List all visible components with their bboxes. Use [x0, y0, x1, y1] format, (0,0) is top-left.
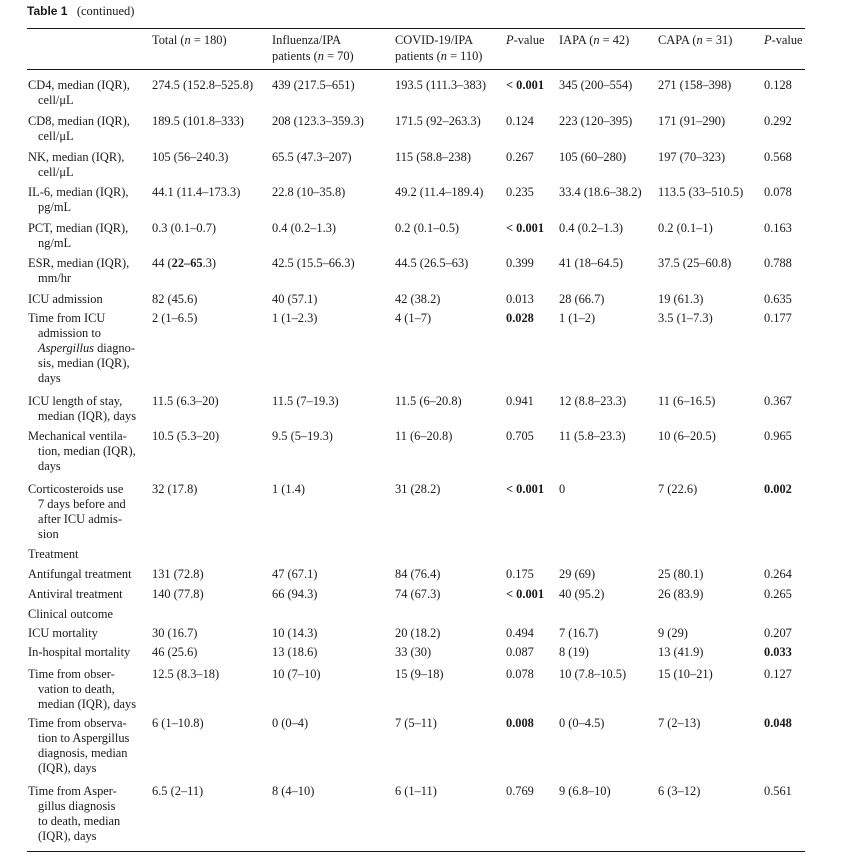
table-cell: 105 (60–280) — [559, 150, 627, 164]
table-cell: 0.788 — [764, 256, 792, 270]
table-cell: 0.3 (0.1–0.7) — [152, 221, 217, 235]
table-cell: 113.5 (33–510.5) — [658, 185, 744, 199]
table-cell: 11 (6–16.5) — [658, 394, 716, 408]
table-cell: 0.127 — [764, 667, 792, 681]
table-cell: 274.5 (152.8–525.8) — [152, 78, 254, 92]
table-cell: 12 (8.8–23.3) — [559, 394, 627, 408]
table-cell: 7 (16.7) — [559, 626, 599, 640]
column-header: P-value — [764, 33, 803, 47]
table-cell: 0.087 — [506, 645, 534, 659]
row-label: ESR, median (IQR), mm/hr — [28, 256, 130, 285]
table-cell: 42.5 (15.5–66.3) — [272, 256, 355, 270]
column-header: Total (n = 180) — [152, 33, 227, 47]
table-cell: 0.177 — [764, 311, 792, 325]
table-cell: 12.5 (8.3–18) — [152, 667, 220, 681]
row-label: NK, median (IQR), cell/μL — [28, 150, 125, 179]
table-cell: 46 (25.6) — [152, 645, 198, 659]
table-cell: 0.078 — [764, 185, 792, 199]
table-cell: 9 (6.8–10) — [559, 784, 611, 798]
table-cell: 0.078 — [506, 667, 534, 681]
table-cell: 6 (3–12) — [658, 784, 701, 798]
table-cell: 0.128 — [764, 78, 792, 92]
table-cell: 41 (18–64.5) — [559, 256, 624, 270]
table-cell: 32 (17.8) — [152, 482, 198, 496]
table-cell: 13 (18.6) — [272, 645, 318, 659]
row-label: ICU mortality — [28, 626, 98, 640]
table-cell: 11.5 (6–20.8) — [395, 394, 462, 408]
table-cell: 0.769 — [506, 784, 534, 798]
table-cell: 345 (200–554) — [559, 78, 633, 92]
table-cell: 37.5 (25–60.8) — [658, 256, 732, 270]
table-cell: 2 (1–6.5) — [152, 311, 198, 325]
table-caption — [27, 4, 134, 19]
table-cell: 4 (1–7) — [395, 311, 432, 325]
table-cell: 0 (0–4.5) — [559, 716, 605, 730]
table-cell: 82 (45.6) — [152, 292, 198, 306]
table-cell: 42 (38.2) — [395, 292, 441, 306]
table-cell: 1 (1.4) — [272, 482, 306, 496]
table-cell: 66 (94.3) — [272, 587, 318, 601]
table-cell: 6 (1–10.8) — [152, 716, 204, 730]
table-cell: 0.207 — [764, 626, 792, 640]
column-header: CAPA (n = 31) — [658, 33, 733, 47]
table-cell: 10 (7.8–10.5) — [559, 667, 627, 681]
table-cell: 20 (18.2) — [395, 626, 441, 640]
table-cell: 115 (58.8–238) — [395, 150, 471, 164]
table-cell: 6 (1–11) — [395, 784, 437, 798]
table-cell: 1 (1–2.3) — [272, 311, 318, 325]
table-cell: 0 (0–4) — [272, 716, 309, 730]
table-cell: 0.267 — [506, 150, 534, 164]
table-cell: 49.2 (11.4–189.4) — [395, 185, 484, 199]
table-cell: 171.5 (92–263.3) — [395, 114, 481, 128]
row-label: PCT, median (IQR), ng/mL — [28, 221, 129, 250]
table-cell: 0.965 — [764, 429, 792, 443]
row-label: Mechanical ventila- tion, median (IQR), days — [28, 429, 136, 473]
table-cell: 11 (6–20.8) — [395, 429, 453, 443]
table-cell: 28 (66.7) — [559, 292, 605, 306]
row-label: Corticosteroids use 7 days before and after ICU admis- sion — [28, 482, 126, 541]
table-cell: 25 (80.1) — [658, 567, 704, 581]
table-cell: 10 (7–10) — [272, 667, 321, 681]
table-cell: 0.235 — [506, 185, 534, 199]
bottom-rule — [27, 851, 805, 852]
table-cell: 0.941 — [506, 394, 534, 408]
table-cell: 1 (1–2) — [559, 311, 596, 325]
table-cell: 44 (22–65.3) — [152, 256, 217, 270]
column-header: COVID-19/IPA patients (n = 110) — [395, 33, 483, 63]
table-cell: 105 (56–240.3) — [152, 150, 229, 164]
row-label: Antiviral treatment — [28, 587, 123, 601]
table-cell: 40 (57.1) — [272, 292, 318, 306]
table-cell: 0.292 — [764, 114, 792, 128]
table-cell: 197 (70–323) — [658, 150, 726, 164]
table-cell: 0.265 — [764, 587, 792, 601]
table-cell: 10.5 (5.3–20) — [152, 429, 220, 443]
row-label: Time from obser- vation to death, median (IQR), days — [28, 667, 137, 711]
table-cell: 0.399 — [506, 256, 534, 270]
table-cell: 6.5 (2–11) — [152, 784, 204, 798]
column-header: Influenza/IPA patients (n = 70) — [272, 33, 354, 63]
table-cell: 0.013 — [506, 292, 534, 306]
column-header: IAPA (n = 42) — [559, 33, 630, 47]
table-cell: 13 (41.9) — [658, 645, 704, 659]
table-cell: 0.002 — [764, 482, 792, 496]
row-label: ICU admission — [28, 292, 103, 306]
table-cell: 74 (67.3) — [395, 587, 441, 601]
table-cell: 0.2 (0.1–1) — [658, 221, 713, 235]
table-cell: 22.8 (10–35.8) — [272, 185, 346, 199]
row-label: CD8, median (IQR), cell/μL — [28, 114, 130, 143]
table-cell: 0.561 — [764, 784, 792, 798]
table-cell: 271 (158–398) — [658, 78, 732, 92]
row-label: CD4, median (IQR), cell/μL — [28, 78, 130, 107]
row-label: In-hospital mortality — [28, 645, 131, 659]
table-cell: 439 (217.5–651) — [272, 78, 355, 92]
table-cell: 40 (95.2) — [559, 587, 605, 601]
table-continued: (continued) — [76, 4, 135, 18]
table-cell: 19 (61.3) — [658, 292, 704, 306]
table-cell: 0.008 — [506, 716, 534, 730]
table-cell: 10 (14.3) — [272, 626, 318, 640]
table-cell: 208 (123.3–359.3) — [272, 114, 364, 128]
table-cell: 0.124 — [506, 114, 534, 128]
table-cell: 0.2 (0.1–0.5) — [395, 221, 460, 235]
row-label: Time from observa- tion to Aspergillus diagnosis, median (IQR), days — [28, 716, 130, 775]
table-cell: 140 (77.8) — [152, 587, 204, 601]
column-header: P-value — [506, 33, 545, 47]
table-cell: < 0.001 — [506, 221, 545, 235]
table-cell: 15 (10–21) — [658, 667, 713, 681]
table-cell: 0.028 — [506, 311, 534, 325]
table-cell: 0.705 — [506, 429, 534, 443]
top-rule — [27, 28, 805, 29]
header-rule — [27, 69, 805, 70]
table-cell: 0.264 — [764, 567, 792, 581]
table-cell: 8 (4–10) — [272, 784, 315, 798]
row-label: Time from Asper- gillus diagnosis to death, median (IQR), days — [28, 784, 121, 843]
table-cell: 26 (83.9) — [658, 587, 704, 601]
table-cell: < 0.001 — [506, 482, 545, 496]
table-cell: 47 (67.1) — [272, 567, 318, 581]
row-label: ICU length of stay, median (IQR), days — [28, 394, 137, 423]
table-cell: 30 (16.7) — [152, 626, 198, 640]
table-cell: 65.5 (47.3–207) — [272, 150, 352, 164]
table-cell: 33 (30) — [395, 645, 432, 659]
table-cell: 193.5 (111.3–383) — [395, 78, 486, 92]
table-cell: 84 (76.4) — [395, 567, 441, 581]
table-cell: 31 (28.2) — [395, 482, 441, 496]
table-cell: 0.494 — [506, 626, 534, 640]
table-cell: 9.5 (5–19.3) — [272, 429, 333, 443]
table-cell: 3.5 (1–7.3) — [658, 311, 713, 325]
table-cell: 0.048 — [764, 716, 792, 730]
table-cell: 0.175 — [506, 567, 534, 581]
row-label: Antifungal treatment — [28, 567, 132, 581]
table-cell: 9 (29) — [658, 626, 688, 640]
table-cell: 0.033 — [764, 645, 792, 659]
table-cell: < 0.001 — [506, 78, 545, 92]
row-label: Treatment — [28, 547, 79, 561]
table-cell: 44.1 (11.4–173.3) — [152, 185, 241, 199]
table-cell: < 0.001 — [506, 587, 545, 601]
table-cell: 7 (5–11) — [395, 716, 437, 730]
table-cell: 0.367 — [764, 394, 792, 408]
table-cell: 223 (120–395) — [559, 114, 633, 128]
table-cell: 11.5 (6.3–20) — [152, 394, 219, 408]
table-cell: 8 (19) — [559, 645, 589, 659]
row-label: Time from ICU admission to Aspergillus diagno- sis, median (IQR), days — [28, 311, 135, 385]
table-cell: 0.4 (0.2–1.3) — [272, 221, 337, 235]
table-cell: 11 (5.8–23.3) — [559, 429, 626, 443]
table-cell: 0.163 — [764, 221, 792, 235]
table-cell: 29 (69) — [559, 567, 596, 581]
table-cell: 11.5 (7–19.3) — [272, 394, 339, 408]
table-cell: 0.635 — [764, 292, 792, 306]
table-cell: 7 (2–13) — [658, 716, 701, 730]
table-cell: 131 (72.8) — [152, 567, 204, 581]
table-cell: 7 (22.6) — [658, 482, 698, 496]
table-cell: 0.4 (0.2–1.3) — [559, 221, 624, 235]
table-cell: 0 — [559, 482, 566, 496]
table-cell: 189.5 (101.8–333) — [152, 114, 244, 128]
table-label: Table 1 — [27, 4, 68, 18]
table-cell: 44.5 (26.5–63) — [395, 256, 469, 270]
row-label: IL-6, median (IQR), pg/mL — [28, 185, 129, 214]
table-cell: 10 (6–20.5) — [658, 429, 716, 443]
table-cell: 171 (91–290) — [658, 114, 726, 128]
row-label: Clinical outcome — [28, 607, 113, 621]
table-cell: 33.4 (18.6–38.2) — [559, 185, 642, 199]
table-cell: 15 (9–18) — [395, 667, 444, 681]
table-cell: 0.568 — [764, 150, 792, 164]
